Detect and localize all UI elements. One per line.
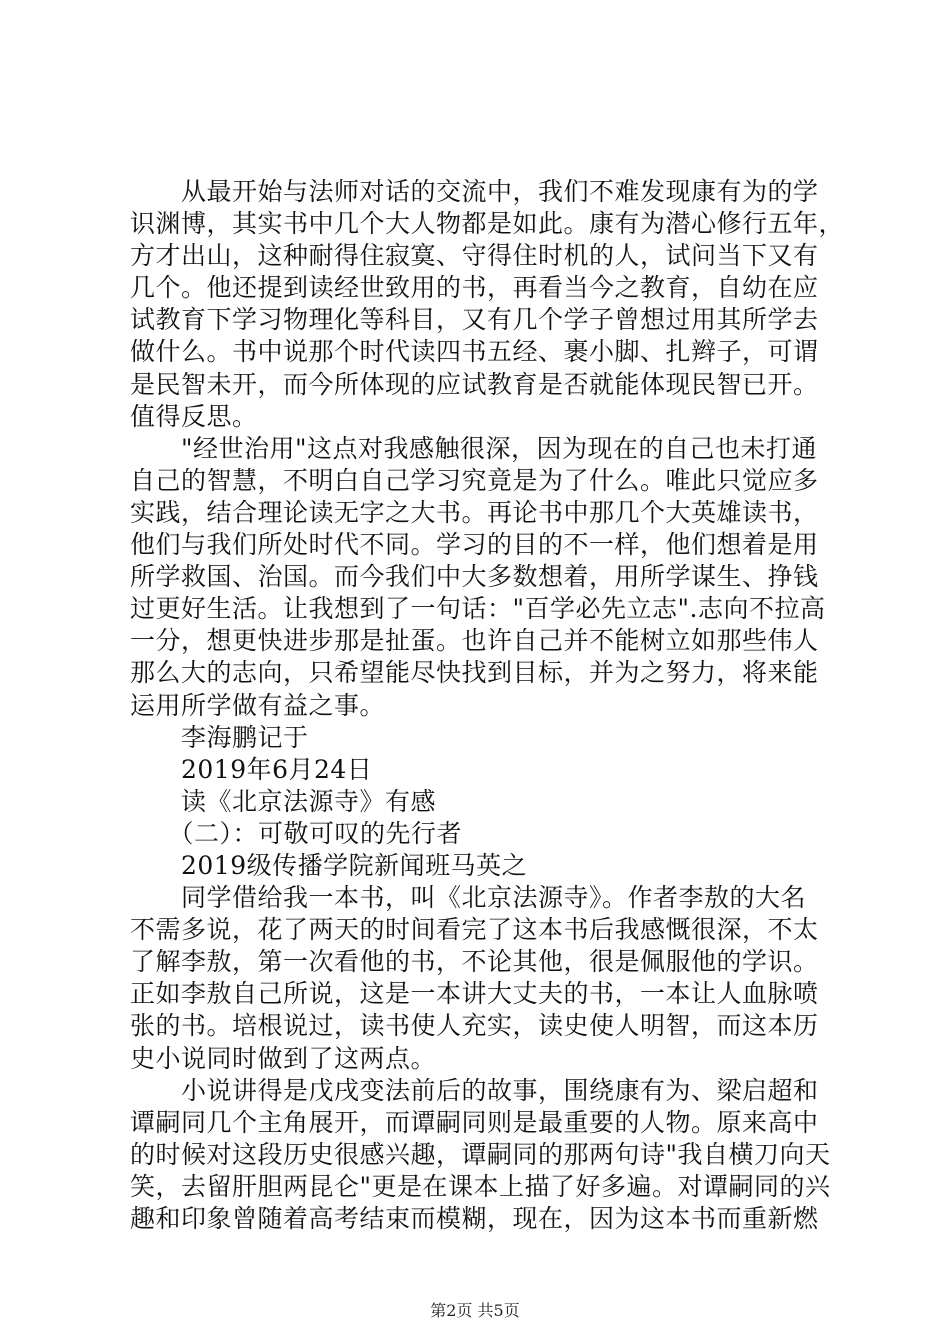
text-line: 是民智未开，而今所体现的应试教育是否就能体现民智已开。 [130, 369, 819, 399]
page-footer: 第2页 共5页 [430, 1301, 520, 1320]
text-line: 所学救国、治国。而今我们中大多数想着，用所学谋生、挣钱 [130, 562, 819, 592]
text-line: 了解李敖，第一次看他的书，不论其他，很是佩服他的学识。 [130, 947, 819, 977]
text-line: 小说讲得是戊戌变法前后的故事，围绕康有为、梁启超和 [130, 1075, 819, 1105]
text-line: 运用所学做有益之事。 [130, 690, 386, 720]
document-body [130, 176, 845, 1235]
text-line: 从最开始与法师对话的交流中，我们不难发现康有为的学 [130, 177, 819, 206]
text-line: 正如李敖自己所说，这是一本讲大丈夫的书，一本让人血脉喷 [130, 979, 819, 1009]
text-line: 谭嗣同几个主角展开，而谭嗣同则是最重要的人物。原来高中 [130, 1107, 819, 1137]
text-line: 试教育下学习物理化等科目，又有几个学子曾想过用其所学去 [130, 305, 819, 335]
text-line: 一分，想更快进步那是扯蛋。也许自己并不能树立如那些伟人 [130, 626, 819, 656]
text-line: （二）：可敬可叹的先行者 [130, 818, 463, 848]
text-line: 史小说同时做到了这两点。 [130, 1043, 437, 1073]
text-line: 值得反思。 [130, 401, 258, 431]
text-line: 的时候对这段历史很感兴趣，谭嗣同的那两句诗"我自横刀向天 [130, 1139, 831, 1169]
text-line: 2019年6月24日 [130, 754, 373, 784]
text-line: 李海鹏记于 [130, 722, 309, 752]
text-line: 同学借给我一本书，叫《北京法源寺》。作者李敖的大名 [130, 883, 807, 913]
text-line: 他们与我们所处时代不同。学习的目的不一样，他们想着是用 [130, 530, 819, 560]
text-line: 张的书。培根说过，读书使人充实，读史使人明智，而这本历 [130, 1011, 819, 1041]
text-line: 实践，结合理论读无字之大书。再论书中那几个大英雄读书， [130, 497, 819, 527]
text-line: 自己的智慧，不明白自己学习究竟是为了什么。唯此只觉应多 [130, 465, 819, 495]
text-line: 读《北京法源寺》有感 [130, 786, 437, 816]
text-line: 几个。他还提到读经世致用的书，再看当今之教育，自幼在应 [130, 273, 819, 303]
text-line: 那么大的志向，只希望能尽快找到目标，并为之努力，将来能 [130, 658, 819, 688]
text-line: 不需多说，花了两天的时间看完了这本书后我感慨很深，不太 [130, 915, 819, 945]
text-line: "经世治用"这点对我感触很深，因为现在的自己也未打通 [130, 433, 818, 463]
text-line: 笑，去留肝胆两昆仑"更是在课本上描了好多遍。对谭嗣同的兴 [130, 1171, 831, 1201]
text-line: 方才出山，这种耐得住寂寞、守得住时机的人，试问当下又有 [130, 241, 819, 271]
text-line: 趣和印象曾随着高考结束而模糊，现在，因为这本书而重新燃 [130, 1204, 819, 1233]
text-line: 过更好生活。让我想到了一句话："百学必先立志".志向不拉高 [130, 594, 826, 624]
text-line: 做什么。书中说那个时代读四书五经、裹小脚、扎辫子，可谓 [130, 337, 819, 367]
text-line: 识渊博，其实书中几个大人物都是如此。康有为潜心修行五年， [130, 209, 845, 239]
text-line: 2019级传播学院新闻班马英之 [130, 850, 528, 880]
